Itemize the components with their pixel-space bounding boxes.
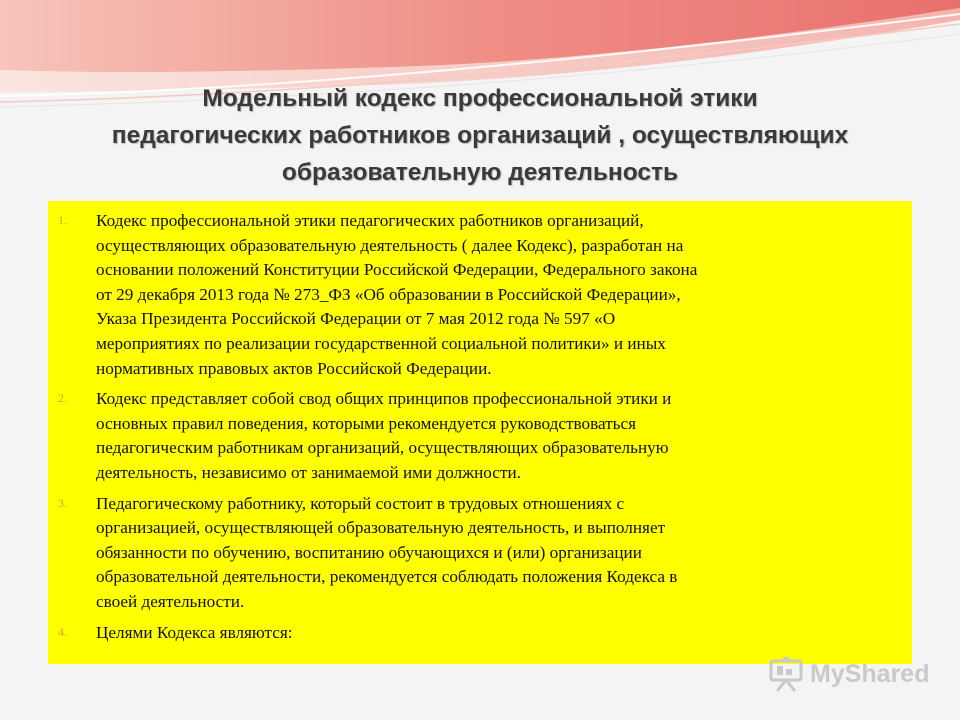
list-item-number: 2.: [58, 391, 67, 406]
numbered-list: [58, 209, 882, 645]
title-line: образовательную деятельность: [281, 159, 679, 186]
list-item: [58, 621, 882, 646]
text-line: образовательной деятельности, рекомендуется соблюдать положения Кодекса в: [96, 567, 678, 587]
text-line: Указа Президента Российской Федерации от 7 мая 2012 года № 597 «О: [96, 309, 616, 329]
text-line: Кодекс профессиональной этики педагогических работников организаций,: [96, 211, 644, 230]
text-line: нормативных правовых актов Российской Федерации.: [96, 358, 492, 378]
list-item: [58, 387, 882, 485]
text-line: Педагогическому работнику, который состоит в трудовых отношениях с: [96, 493, 625, 513]
text-line: обязанности по обучению, воспитанию обучающихся и (или) организации: [96, 542, 642, 562]
watermark-text: MyShared: [810, 659, 930, 688]
list-item: [58, 492, 882, 615]
text-line: деятельность, независимо от занимаемой ими должности.: [96, 462, 521, 482]
list-item-text: [96, 492, 677, 615]
title-line: педагогических работников организаций , осуществляющих: [111, 122, 849, 149]
text-line: Кодекс представляет собой свод общих принципов профессиональной этики и: [96, 389, 672, 409]
text-line: мероприятиях по реализации государственной социальной политики» и иных: [96, 333, 666, 353]
text-line: от 29 декабря 2013 года № 273_ФЗ «Об образовании в Российской Федерации»,: [96, 284, 681, 304]
text-line: Целями Кодекса являются:: [96, 622, 293, 642]
content-box: [48, 201, 912, 664]
text-line: основных правил поведения, которыми рекомендуется руководствоваться: [96, 413, 637, 433]
text-line: основании положений Конституции Российской Федерации, Федерального закона: [96, 260, 698, 280]
slide-title: [40, 80, 920, 191]
list-item: [58, 209, 882, 381]
list-item-text: [96, 621, 293, 646]
list-item-number: 3.: [58, 495, 67, 510]
presentation-board-icon: [768, 656, 806, 692]
text-line: организацией, осуществляющей образовательную деятельность, и выполняет: [96, 518, 666, 538]
watermark: [768, 654, 929, 694]
list-item-number: 1.: [58, 213, 67, 227]
list-item-text: [96, 387, 671, 485]
text-line: своей деятельности.: [96, 591, 245, 611]
text-line: осуществляющих образовательную деятельность ( далее Кодекс), разработан на: [96, 235, 684, 255]
text-line: педагогическим работникам организаций, осуществляющих образовательную: [96, 438, 669, 458]
title-line: Модельный кодекс профессиональной этики: [202, 85, 758, 112]
list-item-number: 4.: [58, 624, 67, 639]
list-item-text: [96, 209, 697, 381]
